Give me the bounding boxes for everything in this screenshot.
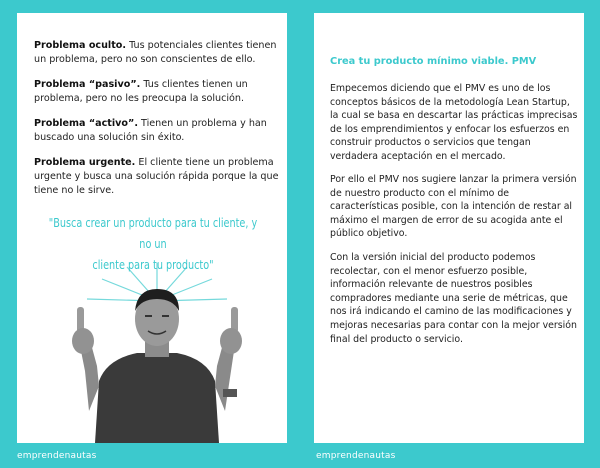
problem-hidden <box>34 39 279 67</box>
paragraph-intro: Empecemos diciendo que el PMV es uno de los conceptos básicos de la metodología Lean Startup, la cual se basa en descartar las prácticas imprecisas de los emprendimientos y enfocar los esfuerzos en construir productos o servicios que tengan verdadera aceptación en el mercado. <box>330 83 578 162</box>
quote-line-2: cliente para tu producto" <box>92 257 214 272</box>
author-photo <box>47 261 267 443</box>
right-page <box>314 13 584 443</box>
paragraph-purpose: Por ello el PMV nos sugiere lanzar la primera versión de nuestro producto con el mínimo de características posible, con la intención de restar al máximo el margen de error de su acogida ante el público objetivo. <box>330 174 577 240</box>
paragraph-initial-version: Con la versión inicial del producto podemos recolectar, con el menor esfuerzo posible, información relevante de nuestros posibles compradores mediante una serie de métricas, que nos irá indicando el camino de las modificaciones y mejoras necesarias para contar con la mejor versión final del producto o servicio. <box>330 252 577 345</box>
problem-text: Tienen un problema y han buscado una solución sin éxito. <box>34 118 267 143</box>
quote-line-1: "Busca crear un producto para tu cliente, y no un <box>48 215 258 251</box>
section-title: Crea tu producto mínimo viable. PMV <box>330 56 537 67</box>
problem-text: Tus clientes tienen un problema, pero no les preocupa la solución. <box>34 79 248 104</box>
left-page <box>17 13 287 443</box>
problem-passive <box>34 78 279 106</box>
problem-active <box>34 117 279 145</box>
brand-footer-left: emprendenautas <box>17 451 97 461</box>
problem-term: Problema “activo”. <box>34 118 138 129</box>
problem-text: Tus potenciales clientes tienen un problema, pero no son conscientes de ello. <box>34 40 277 65</box>
problem-term: Problema oculto. <box>34 40 127 51</box>
brand-footer-right: emprendenautas <box>316 451 396 461</box>
problem-urgent <box>34 156 279 198</box>
problem-text: El cliente tiene un problema urgente y busca una solución rápida porque la que tiene no le sirve. <box>34 157 279 196</box>
author-photo-illustration <box>47 261 267 443</box>
problem-term: Problema “pasivo”. <box>34 79 141 90</box>
problem-term: Problema urgente. <box>34 157 136 168</box>
